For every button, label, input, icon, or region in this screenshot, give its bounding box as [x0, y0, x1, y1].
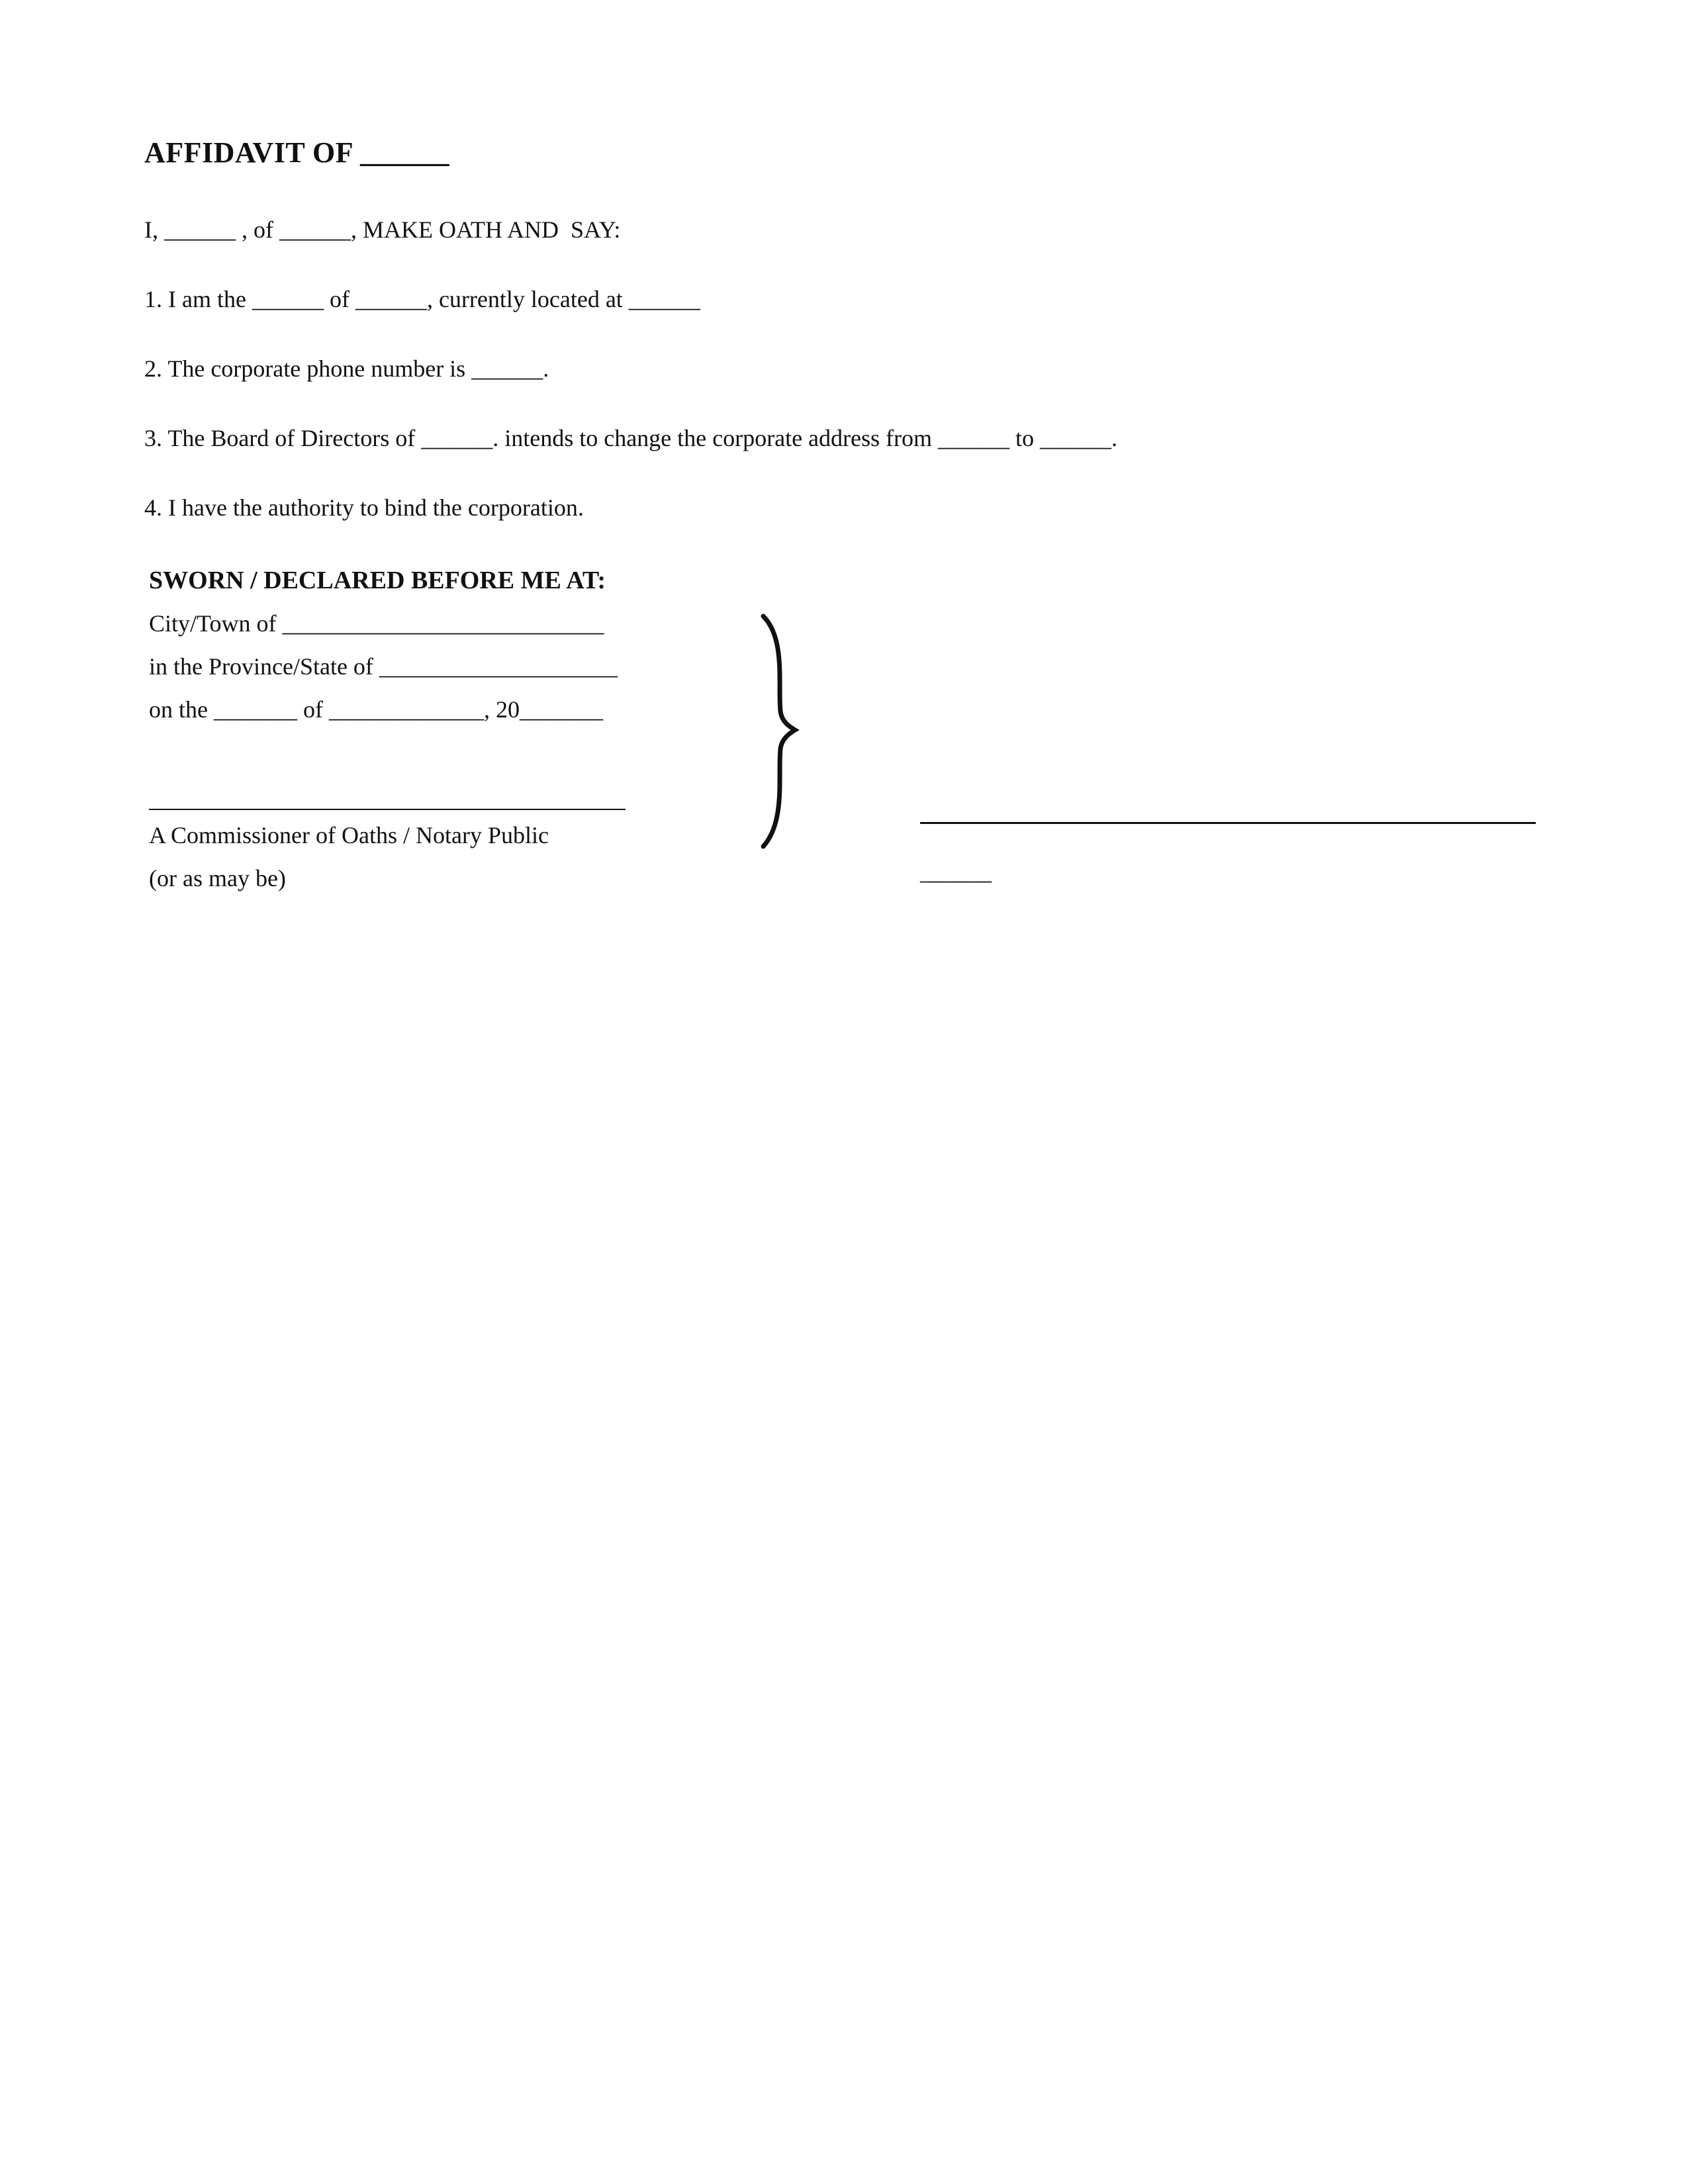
curly-brace-icon	[751, 612, 804, 850]
jurat-heading: SWORN / DECLARED BEFORE ME AT:	[149, 567, 606, 594]
commissioner-subtitle: (or as may be)	[149, 865, 286, 891]
intro-statement: I, ______ , of ______, MAKE OATH AND SAY:	[144, 216, 621, 243]
deponent-signature-line	[920, 822, 1536, 824]
paragraph-1: 1. I am the ______ of ______, currently located at ______	[144, 286, 700, 312]
commissioner-label: A Commissioner of Oaths / Notary Public	[149, 822, 549, 848]
jurat-date-line: on the _______ of _____________, 20_______	[149, 696, 603, 723]
paragraph-4: 4. I have the authority to bind the corporation.	[144, 494, 584, 521]
deponent-name-blank: ______	[920, 858, 992, 885]
jurat-city-line: City/Town of ___________________________	[149, 610, 604, 637]
jurat-province-line: in the Province/State of ____________________	[149, 653, 618, 680]
document-title: AFFIDAVIT OF ______	[144, 136, 449, 169]
paragraph-3: 3. The Board of Directors of ______. intends to change the corporate address from ______ to ______.	[144, 425, 1117, 451]
commissioner-signature-line	[149, 809, 626, 810]
paragraph-2: 2. The corporate phone number is ______.	[144, 355, 549, 382]
